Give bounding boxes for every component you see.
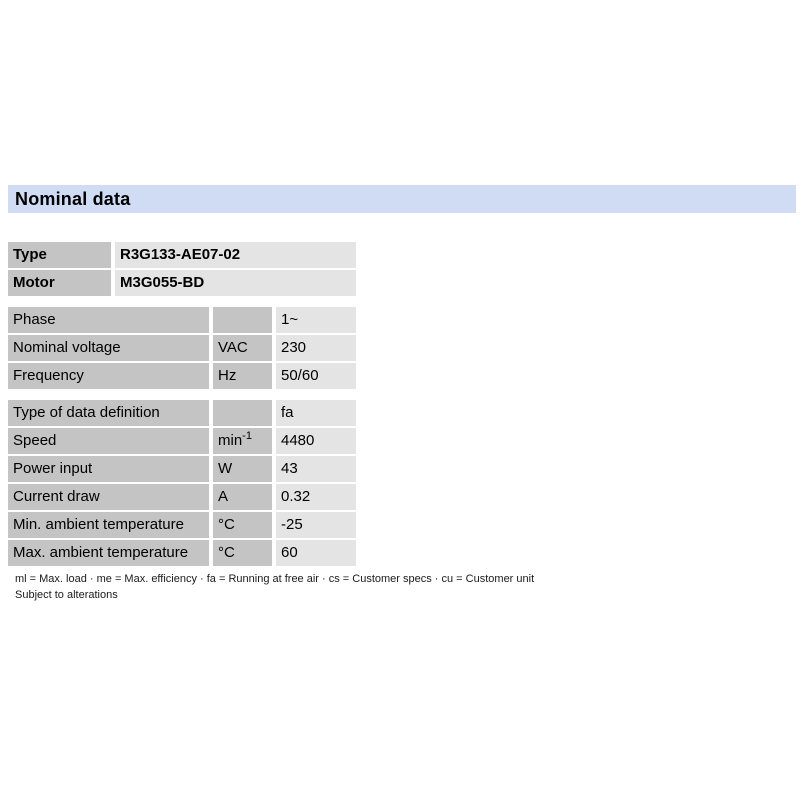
row-value: 1~ xyxy=(276,307,356,333)
row-label: Phase xyxy=(8,307,209,333)
electrical-table xyxy=(8,307,356,391)
row-unit: °C xyxy=(213,540,272,566)
row-label: Speed xyxy=(8,428,209,454)
row-value: 60 xyxy=(276,540,356,566)
row-unit: VAC xyxy=(213,335,272,361)
row-unit: °C xyxy=(213,512,272,538)
row-value: -25 xyxy=(276,512,356,538)
row-unit: Hz xyxy=(213,363,272,389)
row-label: Motor xyxy=(8,270,111,296)
table-row-motor xyxy=(8,270,356,296)
row-label: Type xyxy=(8,242,111,268)
row-label: Nominal voltage xyxy=(8,335,209,361)
row-value: 50/60 xyxy=(276,363,356,389)
table-row-type xyxy=(8,242,356,268)
row-unit: W xyxy=(213,456,272,482)
abbreviation-legend: ml = Max. load · me = Max. efficiency · fa = Running at free air · cs = Customer specs · cu = Customer unit xyxy=(15,573,535,585)
table-row-phase xyxy=(8,307,356,333)
table-row-current-draw xyxy=(8,484,356,510)
row-value: 0.32 xyxy=(276,484,356,510)
row-unit: A xyxy=(213,484,272,510)
table-row-frequency xyxy=(8,363,356,389)
row-unit xyxy=(213,307,272,333)
row-value: 230 xyxy=(276,335,356,361)
identification-table xyxy=(8,242,356,298)
unit-superscript: -1 xyxy=(242,430,252,442)
table-row-min-ambient-temperature xyxy=(8,512,356,538)
row-value: 4480 xyxy=(276,428,356,454)
table-row-speed xyxy=(8,428,356,454)
unit-base: min xyxy=(218,432,243,449)
row-value: 43 xyxy=(276,456,356,482)
row-label: Min. ambient temperature xyxy=(8,512,209,538)
row-value: R3G133-AE07-02 xyxy=(115,242,356,268)
row-unit xyxy=(213,428,272,454)
table-row-data-definition xyxy=(8,400,356,426)
row-label: Max. ambient temperature xyxy=(8,540,209,566)
table-row-max-ambient-temperature xyxy=(8,540,356,566)
table-row-nominal-voltage xyxy=(8,335,356,361)
row-unit xyxy=(213,400,272,426)
row-label: Frequency xyxy=(8,363,209,389)
row-value: M3G055-BD xyxy=(115,270,356,296)
performance-table xyxy=(8,400,356,568)
row-value: fa xyxy=(276,400,356,426)
row-label: Current draw xyxy=(8,484,209,510)
row-label: Power input xyxy=(8,456,209,482)
section-title: Nominal data xyxy=(8,185,796,213)
table-row-power-input xyxy=(8,456,356,482)
row-label: Type of data definition xyxy=(8,400,209,426)
alterations-note: Subject to alterations xyxy=(15,589,118,601)
